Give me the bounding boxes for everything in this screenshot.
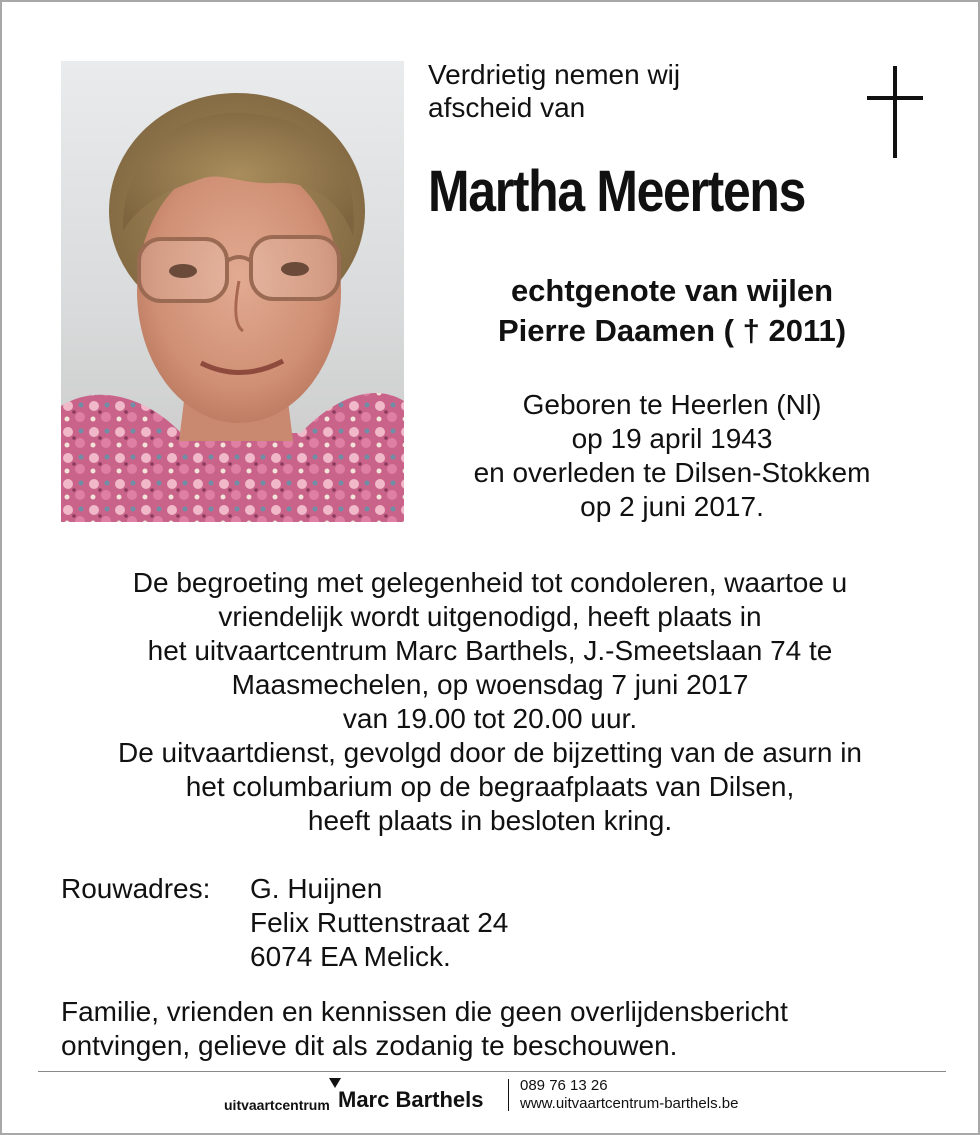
deceased-name: Martha Meertens — [428, 159, 806, 224]
intro-text: Verdrietig nemen wij afscheid van — [428, 59, 681, 123]
brand-phone: 089 76 13 26 — [520, 1077, 608, 1094]
date-line: en overleden te Dilsen-Stokkem — [473, 457, 871, 488]
cross-icon — [867, 66, 923, 158]
footer-divider — [38, 1071, 946, 1072]
address-line: 6074 EA Melick. — [250, 941, 451, 972]
brand-separator — [508, 1079, 509, 1111]
note-line: Familie, vrienden en kennissen die geen overlijdensbericht — [61, 996, 788, 1027]
date-line: op 2 juni 2017. — [580, 491, 764, 522]
brand-website: www.uitvaartcentrum-barthels.be — [520, 1095, 739, 1112]
closing-note — [61, 995, 788, 1063]
body-line: heeft plaats in besloten kring. — [307, 805, 673, 836]
body-line: het uitvaartcentrum Marc Barthels, J.-Smeetslaan 74 te — [147, 635, 833, 666]
spouse-info — [404, 271, 940, 351]
brand-name: Marc Barthels — [338, 1087, 484, 1112]
ceremony-details — [22, 566, 958, 838]
portrait-photo — [61, 61, 404, 522]
body-line: vriendelijk wordt uitgenodigd, heeft plaats in — [218, 601, 762, 632]
spouse-line: echtgenote van wijlen — [510, 273, 834, 308]
date-line: Geboren te Heerlen (Nl) — [522, 389, 822, 420]
brand-prefix: uitvaartcentrum — [224, 1097, 330, 1113]
address-line: Felix Ruttenstraat 24 — [250, 907, 509, 938]
portrait-image — [61, 61, 404, 522]
address-line: G. Huijnen — [250, 873, 383, 904]
rouwadres-address — [250, 872, 508, 974]
funeral-home-brand — [224, 1075, 784, 1115]
rouwadres-label: Rouwadres: — [61, 873, 211, 904]
body-line: het columbarium op de begraafplaats van Dilsen, — [185, 771, 795, 802]
body-line: Maasmechelen, op woensdag 7 juni 2017 — [231, 669, 749, 700]
body-line: De begroeting met gelegenheid tot condoleren, waartoe u — [132, 567, 848, 598]
spouse-name: Pierre Daamen ( † 2011) — [497, 313, 847, 348]
body-line: van 19.00 tot 20.00 uur. — [342, 703, 638, 734]
note-line: ontvingen, gelieve dit als zodanig te beschouwen. — [61, 1030, 678, 1061]
date-line: op 19 april 1943 — [571, 423, 773, 454]
body-line: De uitvaartdienst, gevolgd door de bijzetting van de asurn in — [117, 737, 863, 768]
life-dates — [404, 388, 940, 524]
